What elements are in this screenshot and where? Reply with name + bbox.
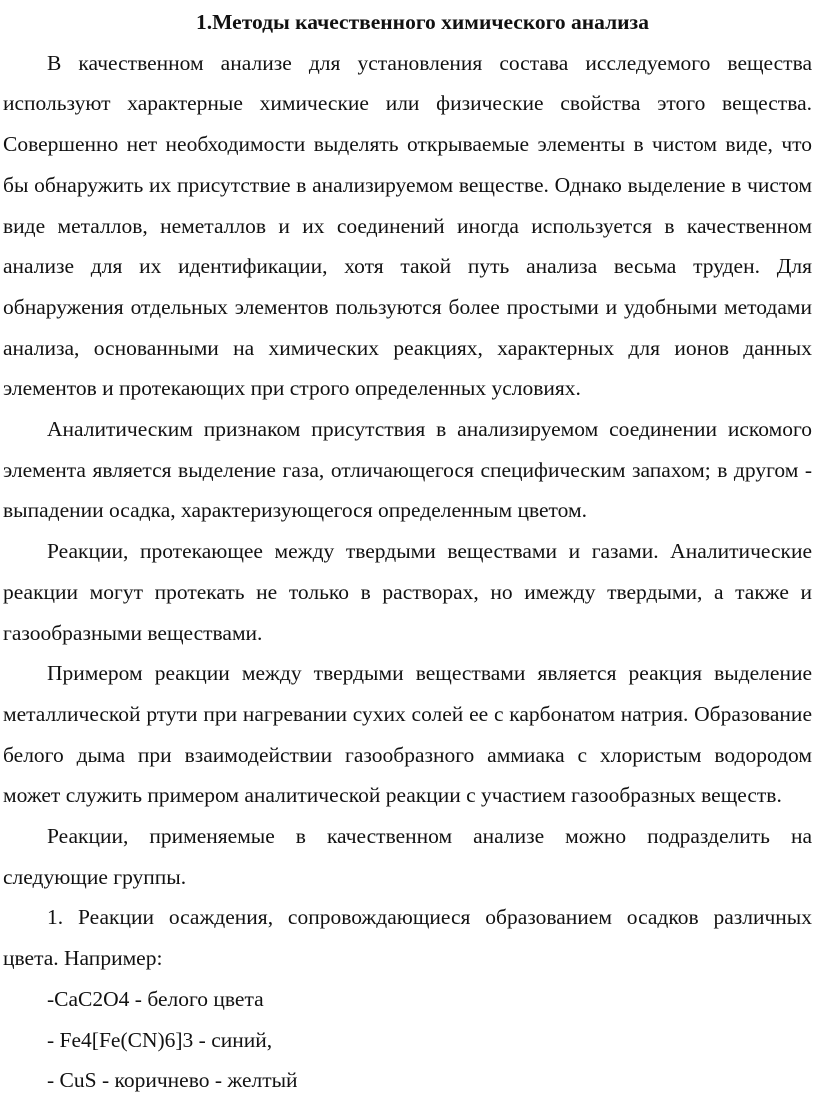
paragraph-solid-gas-reactions: Реакции, протекающее между твердыми веществами и газами. Аналитические реакции могут протекать не только в растворах, но имежду твердыми, а также и газообразными веществами. <box>3 539 812 645</box>
paragraph-groups: Реакции, применяемые в качественном анализе можно подразделить на следующие группы. <box>3 824 812 889</box>
list-item: -CaC2O4 - белого цвета <box>47 986 264 1011</box>
list-item: - CuS - коричнево - желтый <box>47 1068 298 1093</box>
page-title: 1.Методы качественного химического анализа <box>196 10 649 34</box>
paragraph-precipitation: 1. Реакции осаждения, сопровождающиеся образованием осадков различных цвета. Например: <box>3 905 812 971</box>
paragraph-analytic-sign: Аналитическим признаком присутствия в анализируемом соединении искомого элемента является выделение газа, отличающегося специфическим запахом; в другом - выпадении осадка, характеризующегося определенным цветом. <box>3 417 812 523</box>
paragraph-intro: В качественном анализе для установления состава исследуемого вещества используют характерные химические или физические свойства этого вещества. Совершенно нет необходимости выделять открываемые элементы в чистом виде, что бы обнаружить их присутствие в анализируемом веществе. Однако выделение в чистом виде металлов, неметаллов и их соединений иногда используется в качественном анализе для их идентификации, хотя такой путь анализа весьма труден. Для обнаружения отдельных элементов пользуются более простыми и удобными методами анализа, основанными на химических реакциях, характерных для ионов данных элементов и протекающих при строго определенных условиях. <box>3 50 812 401</box>
paragraph-example: Примером реакции между твердыми веществами является реакция выделение металлической ртути при нагревании сухих солей ее с карбонатом натрия. Образование белого дыма при взаимодействии газообразного аммиака с хлористым водородом может служить примером аналитической реакции с участием газообразных веществ. <box>3 661 812 808</box>
list-item: - Fe4[Fe(CN)6]3 - синий, <box>47 1027 273 1052</box>
